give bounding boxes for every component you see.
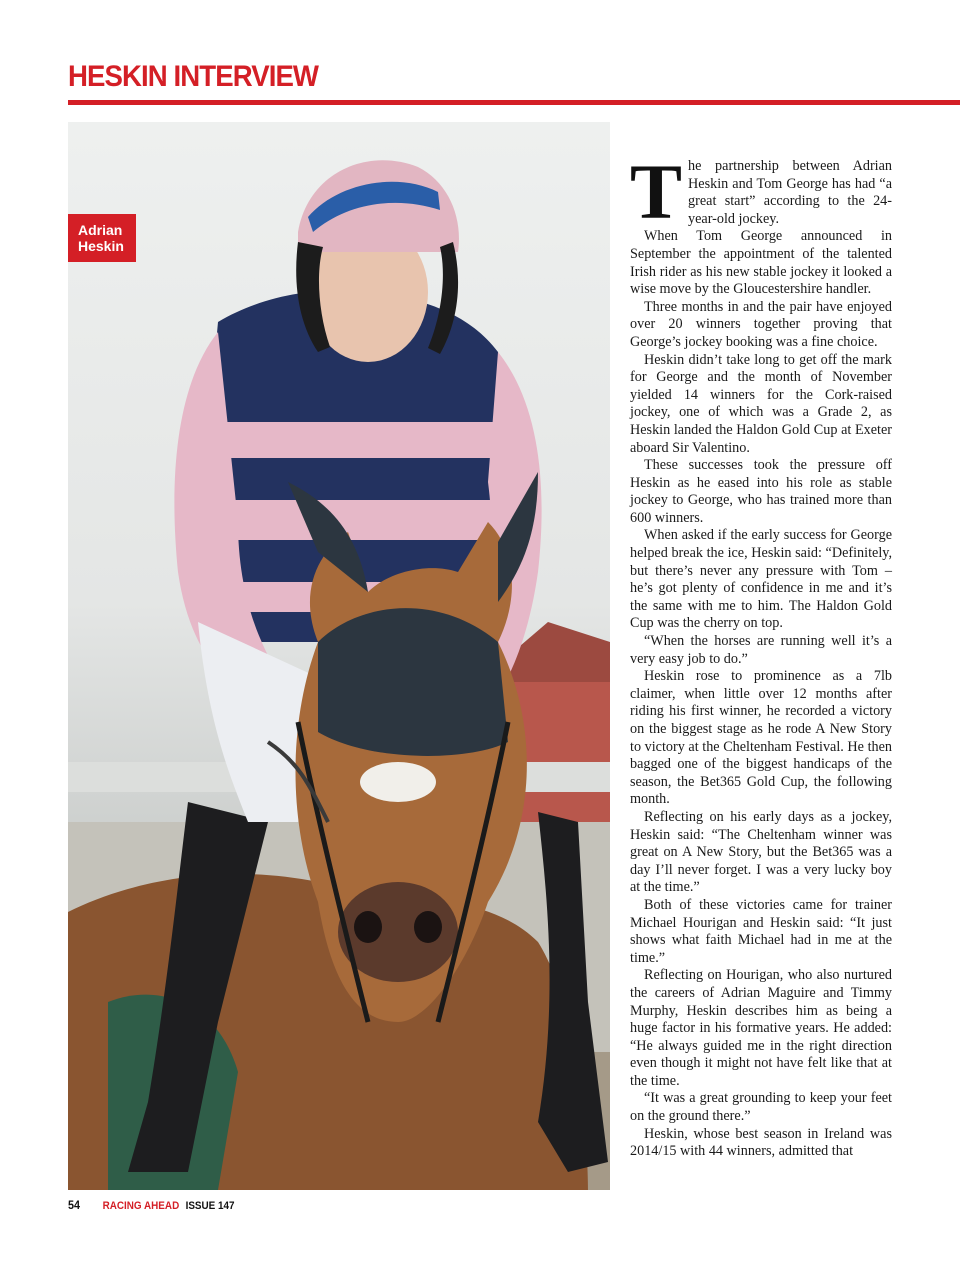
photo-caption xyxy=(68,214,136,262)
article-paragraph: Reflecting on his early days as a jockey, Heskin said: “The Cheltenham winner was great on A New Story, but the Bet365 was a day I’ll never forget. I was a very lucky boy at the time.” xyxy=(630,808,892,896)
article-paragraph: These successes took the pressure off Heskin as he eased into his role as stable jockey to George, who has trained more than 600 winners. xyxy=(630,457,892,526)
page-number: 54 xyxy=(68,1198,81,1212)
section-title: HESKIN INTERVIEW xyxy=(68,60,319,93)
article-paragraph: When Tom George announced in September the appointment of the talented Irish rider as his new stable jockey it looked a wise move by the Gloucestershire handler. xyxy=(630,228,892,298)
issue-number: ISSUE 147 xyxy=(185,1200,235,1212)
article-paragraph: Reflecting on Hourigan, who also nurtured the careers of Adrian Maguire and Timmy Murphy, Heskin describes him as being a huge factor in his formative years. He added: “He always guided me in the right direction even though it might not have felt like that at the time. xyxy=(630,967,892,1089)
article-body xyxy=(630,148,892,1161)
header-rule xyxy=(68,100,960,105)
drop-cap: T xyxy=(630,148,683,235)
article-paragraph: When asked if the early success for George helped break the ice, Heskin said: “Definitely, but there’s never any pressure with Tom – he’s got plenty of confidence in me and it’s the same with me to him. The Haldon Gold Cup was the cherry on top. xyxy=(630,527,892,632)
caption-first-name: Adrian xyxy=(78,222,123,238)
article-paragraph: Both of these victories came for trainer Michael Hourigan and Heskin said: “It just shows what faith Michael had in me at the time.” xyxy=(630,896,892,966)
caption-last-name: Heskin xyxy=(78,238,124,254)
article-paragraph: “It was a great grounding to keep your feet on the ground there.” xyxy=(630,1090,892,1125)
page-footer xyxy=(68,1198,235,1212)
article-paragraph: Heskin, whose best season in Ireland was 2014/15 with 44 winners, admitted that xyxy=(630,1125,892,1160)
article-paragraph: Heskin rose to prominence as a 7lb claimer, when little over 12 months after riding his first winner, he recorded a victory on the biggest stage as he rode A New Story to victory at the Cheltenham Festival. He then bagged one of the biggest handicaps of the season, the Bet365 Gold Cup, the following month. xyxy=(630,668,892,808)
article-paragraph: Three months in and the pair have enjoyed over 20 winners together proving that George’s jockey booking was a fine choice. xyxy=(630,298,892,350)
article-paragraph: Heskin didn’t take long to get off the mark for George and the month of November yielded 14 winners for the Cork-raised jockey, one of which was a Grade 2, as Heskin landed the Haldon Gold Cup at Exeter aboard Sir Valentino. xyxy=(630,351,892,456)
horse-hood xyxy=(318,608,508,756)
article-paragraph: The partnership between Adrian Heskin and Tom George has had “a great start” according to the 24-year-old jockey. xyxy=(630,148,892,235)
article-paragraph: “When the horses are running well it’s a very easy job to do.” xyxy=(630,633,892,667)
jockey-photo xyxy=(68,122,610,1190)
magazine-name: RACING AHEAD xyxy=(102,1200,180,1212)
jockey-on-horse-illustration xyxy=(68,122,610,1190)
